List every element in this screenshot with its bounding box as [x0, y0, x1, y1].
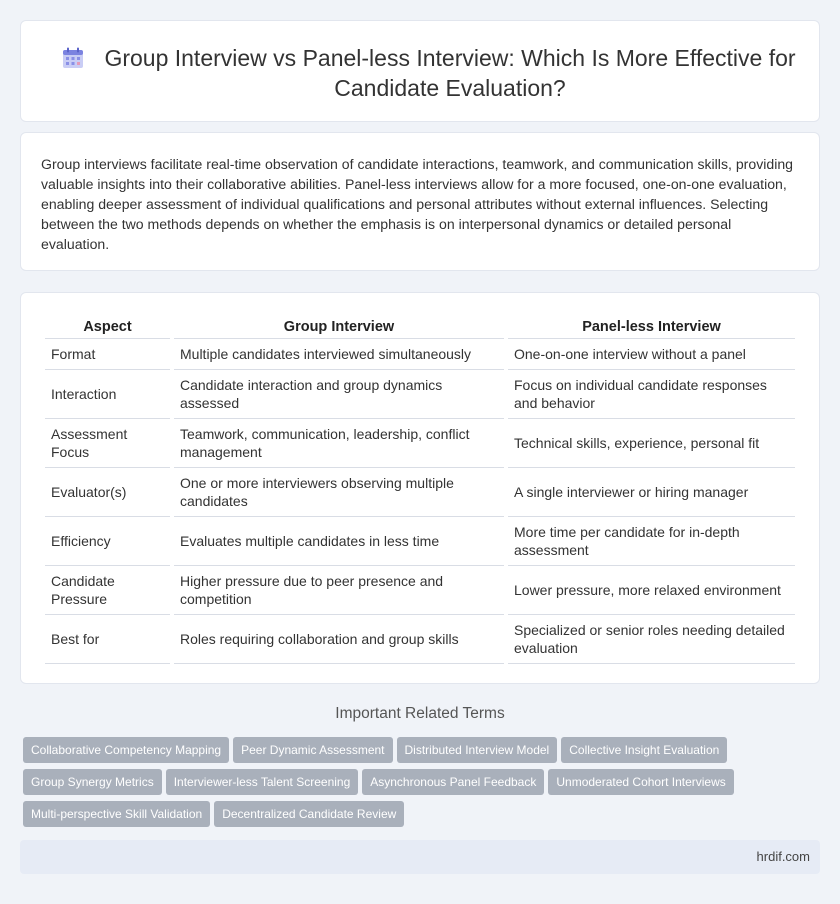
footer — [20, 840, 820, 874]
header-card — [20, 20, 820, 122]
intro-paragraph: Group interviews facilitate real-time observation of candidate interactions, teamwork, and communication skills, providing valuable insights into their collaborative abilities. Panel-less interviews allow for a more focused, one-on-one evaluation, enabling deeper assessment of individual qualifications and personal attributes without external influences. Selecting between the two methods depends on whether the emphasis is on interpersonal dynamics or detailed personal evaluation. — [41, 156, 794, 252]
related-term-tag[interactable]: Decentralized Candidate Review — [214, 801, 404, 827]
related-term-tag[interactable]: Interviewer-less Talent Screening — [166, 769, 359, 795]
related-term-tag[interactable]: Unmoderated Cohort Interviews — [548, 769, 733, 795]
related-term-tag[interactable]: Multi-perspective Skill Validation — [23, 801, 210, 827]
table-row — [45, 419, 795, 468]
footer-site-link[interactable]: hrdif.com — [756, 849, 810, 864]
related-term-tag[interactable]: Collective Insight Evaluation — [561, 737, 727, 763]
table-cell: Roles requiring collaboration and group skills — [174, 615, 504, 664]
related-terms-tags — [23, 737, 813, 833]
header-panel-less-interview: Panel-less Interview — [508, 313, 795, 339]
table-cell: Teamwork, communication, leadership, conflict management — [174, 419, 504, 468]
header-group-interview: Group Interview — [174, 313, 504, 339]
related-term-tag[interactable]: Distributed Interview Model — [397, 737, 558, 763]
table-cell: Efficiency — [45, 517, 170, 566]
table-row — [45, 566, 795, 615]
table-cell: Evaluates multiple candidates in less time — [174, 517, 504, 566]
table-row — [45, 615, 795, 664]
table-cell: One or more interviewers observing multiple candidates — [174, 468, 504, 517]
table-cell: Specialized or senior roles needing detailed evaluation — [508, 615, 795, 664]
table-row — [45, 517, 795, 566]
intro-card — [20, 132, 820, 271]
table-cell: Interaction — [45, 370, 170, 419]
table-cell: Technical skills, experience, personal fit — [508, 419, 795, 468]
table-cell: More time per candidate for in-depth assessment — [508, 517, 795, 566]
table-header-row — [45, 313, 795, 339]
related-term-tag[interactable]: Asynchronous Panel Feedback — [362, 769, 544, 795]
related-terms-title: Important Related Terms — [335, 705, 505, 722]
page-title: Group Interview vs Panel-less Interview: Which Is More Effective for Candidate Evaluation? — [104, 45, 796, 101]
table-row — [45, 370, 795, 419]
header-aspect: Aspect — [45, 313, 170, 339]
table-cell: Multiple candidates interviewed simultaneously — [174, 339, 504, 370]
table-cell: Lower pressure, more relaxed environment — [508, 566, 795, 615]
table-cell: Best for — [45, 615, 170, 664]
table-cell: Higher pressure due to peer presence and competition — [174, 566, 504, 615]
table-row — [45, 468, 795, 517]
table-cell: A single interviewer or hiring manager — [508, 468, 795, 517]
related-term-tag[interactable]: Collaborative Competency Mapping — [23, 737, 229, 763]
comparison-table-card — [20, 292, 820, 684]
table-cell: One-on-one interview without a panel — [508, 339, 795, 370]
table-cell: Evaluator(s) — [45, 468, 170, 517]
related-term-tag[interactable]: Group Synergy Metrics — [23, 769, 162, 795]
table-cell: Format — [45, 339, 170, 370]
related-term-tag[interactable]: Peer Dynamic Assessment — [233, 737, 392, 763]
comparison-table — [41, 313, 799, 664]
table-row — [45, 339, 795, 370]
table-cell: Candidate Pressure — [45, 566, 170, 615]
table-cell: Assessment Focus — [45, 419, 170, 468]
table-cell: Candidate interaction and group dynamics assessed — [174, 370, 504, 419]
table-cell: Focus on individual candidate responses and behavior — [508, 370, 795, 419]
